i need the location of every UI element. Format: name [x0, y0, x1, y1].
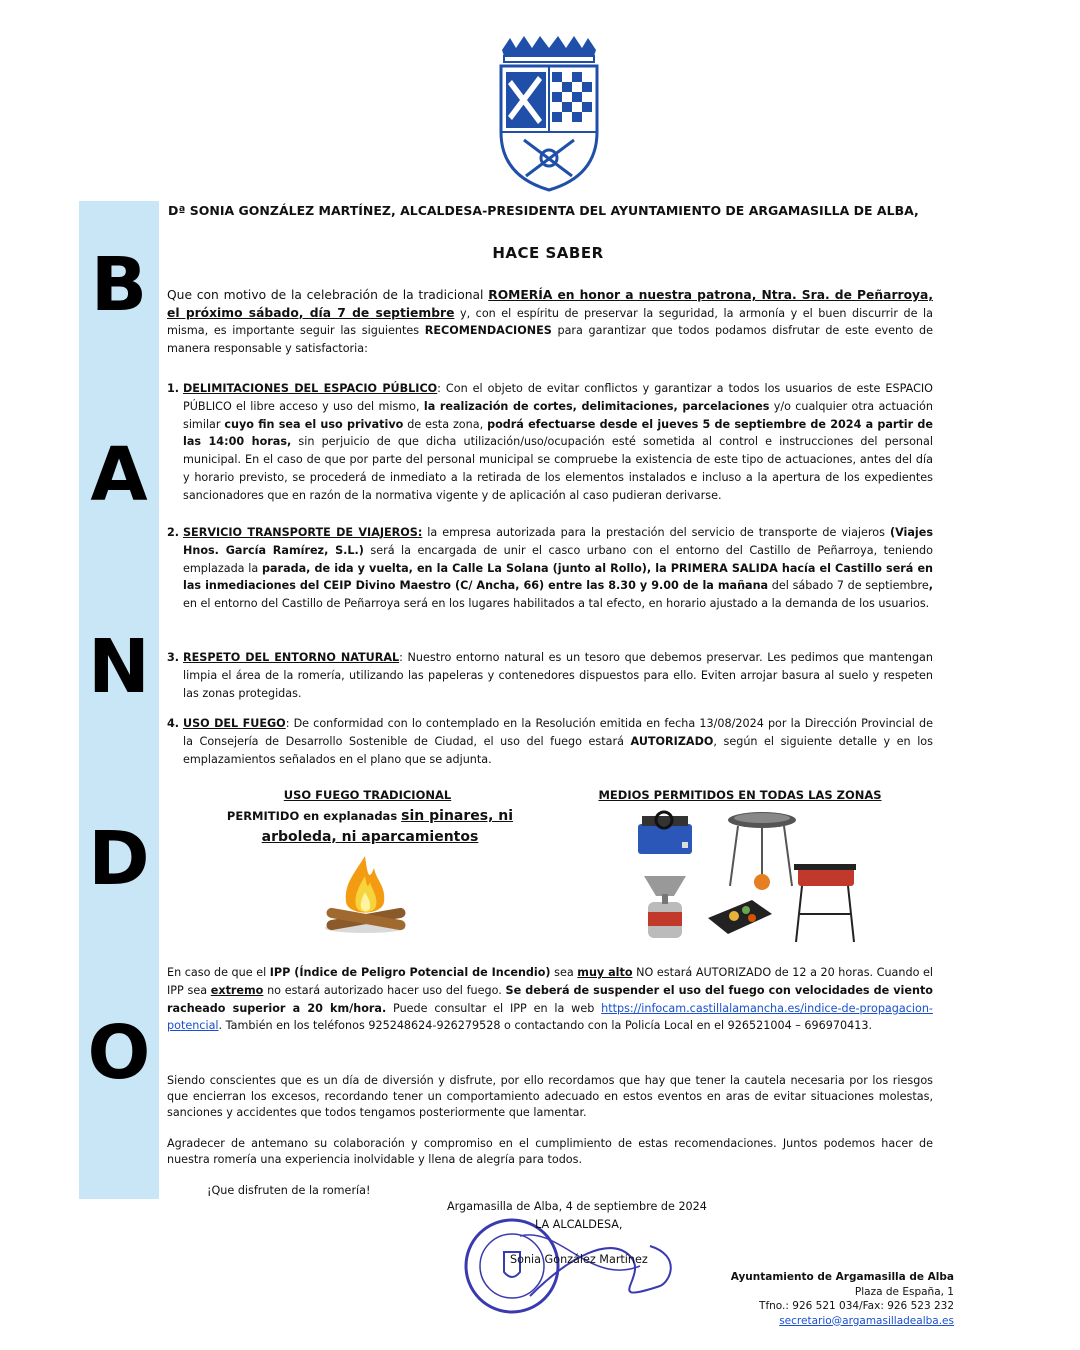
item-text: de esta zona,: [403, 417, 488, 431]
item-number: 3.: [167, 651, 180, 664]
item-bold: AUTORIZADO: [630, 734, 714, 748]
item-text: : De conformidad con lo contemplado en la Resolución emitida en fecha 13/08/2024 por la Dirección Provincial de la Consejería de Desarrollo Sostenible de Ciudad, el uso del fuego estará: [183, 717, 934, 748]
official-stamp-icon: [460, 1196, 690, 1336]
fire-permit-text: [215, 806, 525, 848]
intro-text: Que con motivo de la celebración de la tradicional: [167, 288, 489, 302]
item-bold: la realización de cortes, delimitaciones, parcelaciones: [423, 399, 770, 413]
footer-contact: [731, 1270, 954, 1328]
ipp-web-link[interactable]: https://infocam.castillalamancha.es/indice-de-propagacion-potencial: [167, 1001, 933, 1033]
electric-griddle-icon: [708, 900, 772, 934]
list-item: [167, 649, 933, 702]
campfire-icon: [318, 850, 413, 935]
document-title: HACE SABER: [492, 244, 604, 262]
ipp-level: muy alto: [577, 966, 633, 979]
signature-place-date: Argamasilla de Alba, 4 de septiembre de 2024: [447, 1200, 707, 1213]
ipp-text: . También en los teléfonos 925248624-926279528 o contactando con la Policía Local en el 926521004 – 696970413.: [218, 1019, 873, 1033]
footer-address: Plaza de España, 1: [854, 1285, 954, 1298]
intro-text: y, con el espíritu de preservar la seguridad, la armonía y el buen discurrir de la misma, es importante seguir las siguientes: [167, 306, 933, 337]
bando-side-band: [79, 201, 159, 1199]
awareness-paragraph: Siendo conscientes que es un día de diversión y disfrute, por ello recordamos que hay que tener la cautela necesaria por los riesgos que encierran los excesos, recordando tener un comportamiento adecuado en estos eventos en aras de evitar situaciones molestas, sanciones y accidentes que todos tengamos posteriormente que lamentar.: [167, 1074, 933, 1119]
item-text: en el entorno del Castillo de Peñarroya será en los lugares habilitados a tal efecto, en horario ajustado a la demanda de los usuarios.: [183, 597, 930, 611]
band-letter: D: [88, 816, 150, 902]
intro-keyword: RECOMENDACIONES: [424, 324, 552, 337]
ipp-text: sea: [550, 966, 578, 979]
ipp-text: no estará autorizado hacer uso del fuego.: [263, 983, 506, 997]
list-item: [167, 524, 933, 613]
intro-paragraph: [167, 287, 933, 357]
footer-phones: Tfno.: 926 521 034/Fax: 926 523 232: [759, 1300, 954, 1312]
ipp-bold: Se deberá de suspender el uso del fuego con velocidades de viento racheado superior a 20 km/hora.: [167, 983, 933, 1015]
item-number: 1.: [167, 382, 180, 395]
thanks-paragraph: Agradecer de antemano su colaboración y compromiso en el cumplimiento de estas recomendaciones. Juntos podemos hacer de nuestra romería una experiencia inolvidable y llena de alegría para todos.: [167, 1137, 933, 1166]
ipp-text: NO estará AUTORIZADO de 12 a 20 horas. Cuando el IPP sea: [167, 966, 934, 997]
band-letter: A: [90, 432, 148, 518]
gas-canister-stove-icon: [644, 876, 686, 938]
item-heading: RESPETO DEL ENTORNO NATURAL: [183, 651, 400, 664]
item-heading: SERVICIO TRANSPORTE DE VIAJEROS:: [183, 526, 423, 539]
footer-email-link[interactable]: secretario@argamasilladealba.es: [779, 1314, 954, 1327]
item-heading: USO DEL FUEGO: [183, 717, 286, 730]
signature-role: LA ALCALDESA,: [535, 1218, 623, 1231]
band-letter: O: [87, 1010, 151, 1096]
item-bold: podrá efectuarse desde el jueves 5 de septiembre de 2024 a partir de las 14:00 horas,: [183, 417, 933, 449]
item-bold: (Viajes Hnos. García Ramírez, S.L.): [183, 526, 933, 557]
item-number: 2.: [167, 526, 180, 539]
permit-label: PERMITIDO en explanadas: [226, 809, 402, 823]
item-text: : Con el objeto de evitar conflictos y garantizar a todos los usuarios de este ESPACIO PÚBLICO el libre acceso y uso del mismo,: [183, 382, 933, 413]
ipp-text: Puede consultar el IPP en la web: [386, 1001, 602, 1015]
cooking-equipment-icons: [634, 806, 860, 946]
band-letter: B: [90, 242, 148, 328]
fire-danger-paragraph: [167, 964, 933, 1035]
ipp-text: En caso de que el: [167, 966, 270, 979]
item-text: y/o cualquier otra actuación similar: [183, 399, 933, 431]
item-heading: DELIMITACIONES DEL ESPACIO PÚBLICO: [183, 382, 438, 395]
list-item: [167, 715, 933, 768]
intro-event-name: ROMERÍA en honor a nuestra patrona, Ntra. Sra. de Peñarroya, el próximo sábado, día 7 de septiembre: [167, 288, 934, 320]
ipp-level: extremo: [210, 983, 264, 997]
traditional-fire-title: USO FUEGO TRADICIONAL: [283, 788, 452, 802]
item-bold: parada, de ida y vuelta, en la Calle La Solana (junto al Rollo), la PRIMERA SALIDA hacía el Castillo será en las inmediaciones del CEIP Divino Maestro (C/ Ancha, 66) entre las 8.30 y 9.00 de la mañana: [183, 561, 933, 593]
item-bold: cuyo fin sea el uso privativo: [224, 417, 404, 431]
item-text: sin perjuicio de que dicha utilización/uso/ocupación esté sometida al control e instrucciones del personal municipal. En el caso de que por parte del personal municipal se compruebe la existencia de este tipo de actuaciones, antes del día y horario previsto, se procederá de inmediato a la retirada de los elementos instalados e incluso a la apertura de los expedientes sancionadores que en razón de la normativa vigente y de aplicación al caso pudieran derivarse.: [183, 435, 933, 502]
coat-of-arms-logo: [498, 36, 600, 192]
item-text: será la encargada de unir el casco urbano con el entorno del Castillo de Peñarroya, teniendo emplazada la: [183, 543, 933, 575]
camping-stove-icon: [638, 812, 692, 854]
permitted-means-title: MEDIOS PERMITIDOS EN TODAS LAS ZONAS: [598, 788, 882, 802]
item-bold: ,: [928, 579, 933, 593]
signature-name: Sonia González Martínez: [510, 1253, 648, 1266]
ipp-bold: IPP (Índice de Peligro Potencial de Incendio): [269, 966, 551, 979]
intro-text: para garantizar que todos podamos disfrutar de este evento de manera responsable y satisfactoria:: [167, 324, 933, 355]
item-text: la empresa autorizada para la prestación del servicio de transporte de viajeros: [422, 526, 890, 539]
footer-org: Ayuntamiento de Argamasilla de Alba: [730, 1271, 954, 1283]
band-letter: N: [88, 624, 150, 710]
issuer-header: Dª SONIA GONZÁLEZ MARTÍNEZ, ALCALDESA-PRESIDENTA DEL AYUNTAMIENTO DE ARGAMASILLA DE ALBA,: [168, 203, 919, 218]
list-item: [167, 380, 933, 505]
permit-condition: sin pinares, ni arboleda, ni aparcamientos: [261, 808, 514, 845]
barbecue-grill-icon: [794, 864, 856, 942]
item-text: , según el siguiente detalle y en los emplazamientos señalados en el plano que se adjunta.: [183, 734, 933, 766]
item-number: 4.: [167, 717, 180, 730]
closing-greeting: ¡Que disfruten de la romería!: [207, 1184, 371, 1197]
item-text: : Nuestro entorno natural es un tesoro que debemos preservar. Les pedimos que mantengan limpia el área de la romería, utilizando las papeleras y contenedores dispuestos para ello. Eviten arrojar basura al suelo y respeten las zonas protegidas.: [183, 651, 933, 700]
item-text: del sábado 7 de septiembre: [768, 579, 929, 593]
paella-burner-icon: [728, 812, 796, 890]
